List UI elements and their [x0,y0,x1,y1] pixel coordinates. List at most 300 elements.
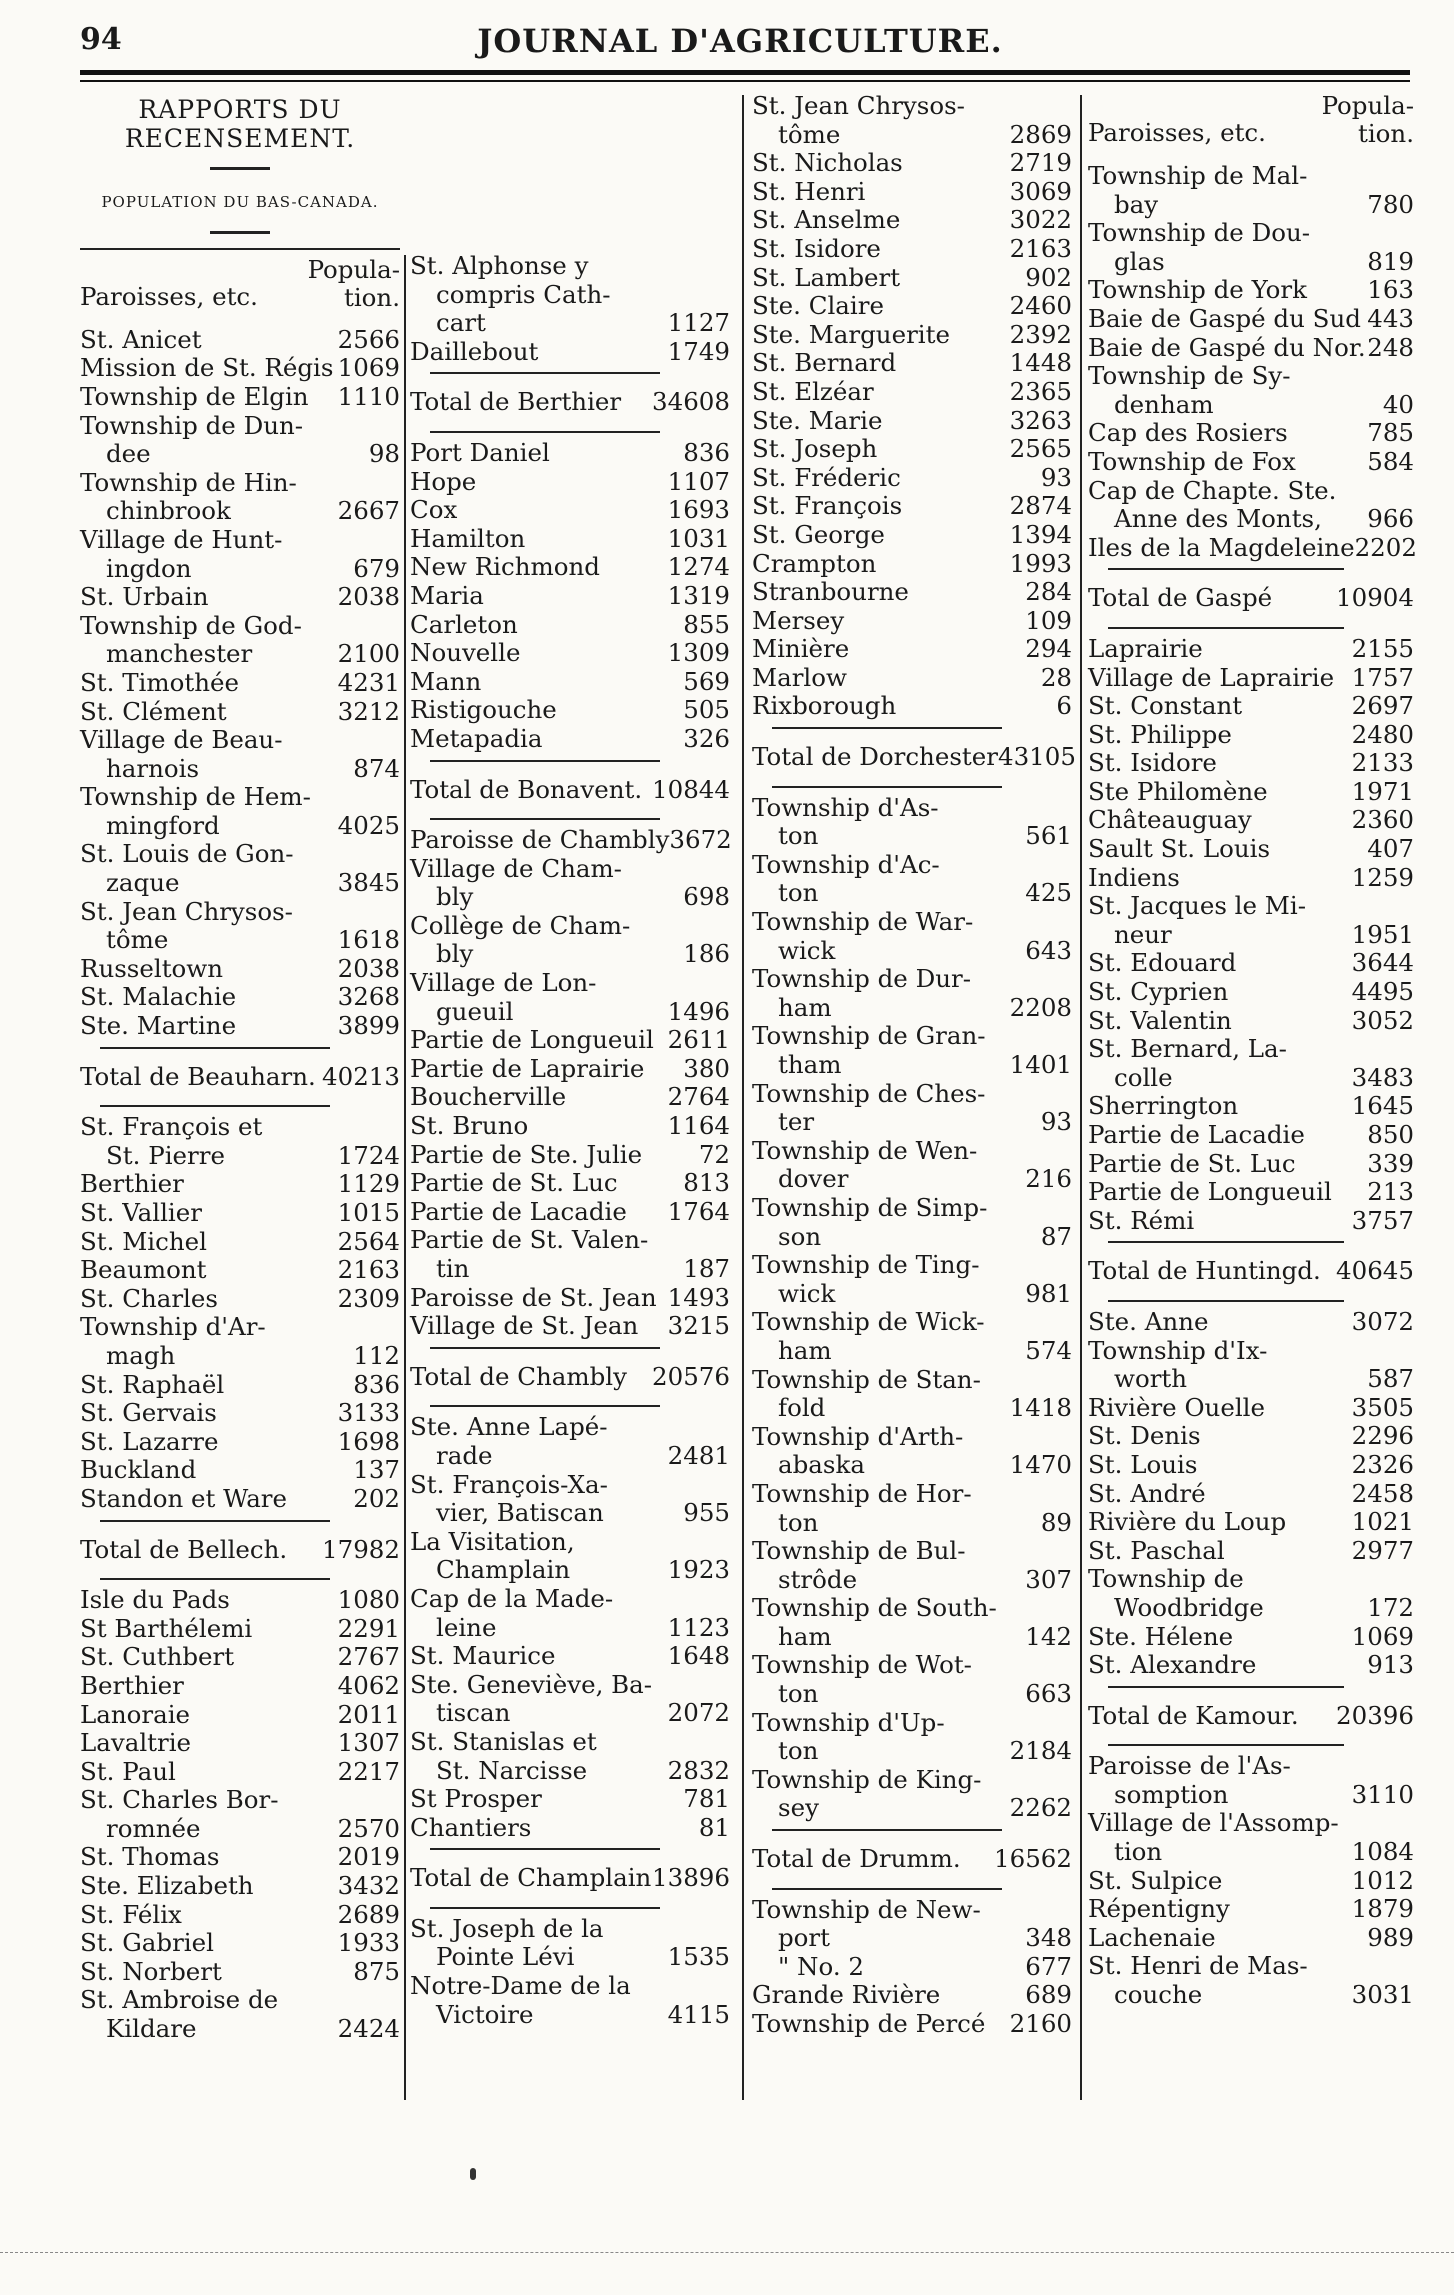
census-row [80,1456,400,1485]
parish-name: Partie de Longueuil [1088,1177,1332,1207]
parish-name: St. Charles Bor- [80,1785,279,1815]
parish-name: St Prosper [410,1784,542,1814]
parish-name: vier, Batiscan [436,1498,604,1528]
column-header-parishes: Paroisses, etc. [80,282,258,312]
parish-name: son [778,1221,822,1251]
population-value: 2326 [1351,1449,1414,1479]
population-value: 1493 [667,1282,730,1312]
census-row [1088,1981,1414,2010]
parish-name: St. Alphonse y [410,251,589,280]
census-row [752,1981,1072,2010]
population-value: 3263 [1009,405,1072,435]
census-row [80,840,400,869]
parish-name: Township de Gran- [752,1021,986,1051]
section-rule [1108,1686,1344,1688]
census-row [752,1480,1072,1509]
column-header-parishes: Paroisses, etc. [1088,118,1266,148]
population-value: 1069 [337,353,400,383]
census-row [410,1943,730,1972]
parish-name: St. Lazarre [80,1426,219,1456]
ink-blot [470,2168,476,2180]
population-value: 1879 [1351,1894,1414,1924]
population-value: 955 [683,1498,730,1528]
section-rule [1108,627,1344,629]
census-row [1088,1895,1414,1924]
census-row [410,940,730,969]
census-row [410,1169,730,1198]
parish-name: St. Vallier [80,1198,202,1227]
population-value: 1993 [1009,548,1072,578]
population-value: 216 [1025,1164,1072,1194]
parish-name: St. Paul [80,1756,176,1786]
census-row [752,1165,1072,1194]
total-row [410,768,730,813]
census-row [80,1342,400,1371]
census-row [80,1113,400,1142]
parish-name: Boucherville [410,1082,567,1112]
census-row [80,1228,400,1257]
parish-name: St. Louis [1088,1449,1198,1479]
parish-name: Cap de Chapte. Ste. [1088,475,1337,505]
population-value: 989 [1367,1922,1414,1952]
population-value: 2458 [1351,1478,1414,1508]
population-value: 3022 [1009,205,1072,235]
population-value: 3069 [1009,176,1072,206]
population-value: 836 [683,437,730,467]
column-header-population [308,256,400,312]
census-row [752,879,1072,908]
parish-name: worth [1114,1364,1188,1394]
section-rule [772,1888,1002,1890]
population-value: 1309 [667,638,730,668]
population-value: 1749 [667,336,730,366]
parish-name: St. Constant [1088,691,1243,721]
parish-name: Marlow [752,662,847,692]
page-header [80,22,1400,68]
parish-name: ton [778,1507,819,1537]
census-row [80,497,400,526]
parish-name: somption [1114,1779,1229,1809]
population-value: 780 [1367,189,1414,219]
census-row [1088,721,1414,750]
population-value: 2481 [667,1440,730,1470]
parish-name: St. Louis de Gon- [80,839,294,869]
census-row [752,1423,1072,1452]
census-row [80,412,400,441]
census-list-1 [80,326,400,2044]
population-value: 40 [1382,389,1414,419]
census-row [410,998,730,1027]
census-row [80,812,400,841]
census-row [752,407,1072,436]
population-value: 2697 [1351,691,1414,721]
parish-name: Township de Dur- [752,964,971,994]
census-row [80,1615,400,1644]
parish-name: St. Henri de Mas- [1088,1951,1308,1981]
parish-name: Nouvelle [410,638,521,668]
parish-name: manchester [106,639,253,669]
population-value: 2611 [667,1025,730,1055]
population-value: 3031 [1351,1980,1414,2010]
parish-name: Iles de la Magdeleine [1088,532,1355,562]
census-row [410,468,730,497]
parish-name: rade [436,1440,493,1470]
census-row [752,1223,1072,1252]
column-header [80,256,400,312]
census-row [1088,1365,1414,1394]
census-row [80,640,400,669]
census-row [752,1924,1072,1953]
census-row [1088,749,1414,778]
census-row [752,664,1072,693]
census-row [80,1872,400,1901]
section-rule [100,1578,330,1580]
census-row [1088,532,1417,563]
census-row [752,2010,1072,2039]
parish-name: Metapadia [410,723,543,753]
population-value: 98 [368,439,400,469]
census-row [1088,1594,1414,1623]
parish-name: St. Maurice [410,1641,556,1671]
column-header-population-1: Popula- [1321,91,1414,120]
parish-name: Ste. Marie [752,405,883,435]
parish-name: St. Philippe [1088,719,1232,749]
population-value: 1259 [1351,862,1414,892]
parish-name: harnois [106,753,200,783]
census-row [752,464,1072,493]
census-row [1088,1952,1414,1981]
population-value: 2296 [1351,1421,1414,1451]
parish-name: Village de St. Jean [410,1311,639,1341]
census-row [752,235,1072,264]
census-row [1088,1623,1414,1652]
census-row [752,1251,1072,1280]
section-rule [1108,568,1344,570]
section-rule [430,1848,660,1850]
population-value: 81 [698,1812,730,1842]
section-rule [100,1105,330,1107]
population-value: 40645 [1336,1256,1414,1286]
population-value: 2202 [1354,532,1417,562]
parish-name: Township d'Ac- [752,849,940,879]
parish-name: Township de Wick- [752,1307,985,1337]
parish-name: Township de [1088,1564,1244,1594]
census-row [410,1471,730,1500]
census-row [752,206,1072,235]
census-row [410,553,730,582]
column-4 [1088,91,1417,2142]
population-value: 781 [683,1784,730,1814]
parish-name: Notre-Dame de la [410,1971,631,2001]
parish-name: Cox [410,495,458,525]
population-value: 16562 [994,1844,1072,1874]
population-value: 2874 [1009,491,1072,521]
parish-name: St. Valentin [1088,1005,1232,1035]
census-row [1088,1178,1414,1207]
census-row [410,1585,730,1614]
census-row [752,851,1072,880]
census-row [80,1428,400,1457]
parish-name: Laprairie [1088,633,1203,663]
section-rule [772,1829,1002,1831]
population-value: 1110 [337,381,400,411]
census-row [80,555,400,584]
parish-name: Total de Champlain [410,1863,652,1893]
parish-name: Cap de la Made- [410,1583,614,1613]
census-row [80,669,400,698]
parish-name: St. Jacques le Mi- [1088,891,1306,921]
census-row [1088,806,1414,835]
population-value: 1015 [337,1198,400,1227]
parish-name: St. Jean Chrysos- [80,896,293,926]
column-divider [742,95,744,2100]
parish-name: tôme [778,119,841,149]
census-row [752,1051,1072,1080]
census-row [410,309,730,338]
population-value: 2564 [337,1226,400,1256]
parish-name: Township de Wen- [752,1135,978,1165]
section-rule [430,1907,660,1909]
population-value: 584 [1367,446,1414,476]
census-row [80,1371,400,1400]
parish-name: Village de Laprairie [1088,662,1335,692]
population-value: 1084 [1351,1837,1414,1867]
population-value: 1080 [337,1585,400,1615]
population-value: 93 [1040,462,1072,492]
parish-name: St. Isidore [752,233,881,263]
parish-name: Township de Bul- [752,1536,966,1566]
parish-name: Township d'As- [752,792,939,822]
population-value: 4115 [667,1999,730,2029]
population-value: 2365 [1009,376,1072,406]
population-value: 2566 [337,324,400,354]
census-row [80,955,400,984]
population-value: 1693 [667,495,730,525]
population-value: 1401 [1009,1050,1072,1079]
parish-name: Total de Bellech. [80,1534,288,1564]
census-row [752,1394,1072,1423]
parish-name: Indiens [1088,862,1180,892]
section-rule [430,431,660,433]
parish-name: Township de War- [752,907,974,937]
population-value: 2392 [1009,319,1072,349]
parish-name: Village de Cham- [410,853,622,883]
parish-name: " No. 2 [778,1951,864,1981]
census-row [752,435,1072,464]
census-row [410,668,730,697]
population-value: 3899 [337,1011,400,1041]
parish-name: St. Sulpice [1088,1865,1223,1895]
parish-name: St. Charles [80,1283,218,1313]
population-value: 1496 [667,996,730,1026]
population-value: 163 [1367,275,1414,305]
parish-name: Township d'Arth- [752,1421,964,1451]
population-value: 3110 [1351,1779,1414,1809]
parish-name: Township de Dun- [80,410,304,440]
census-row [410,582,730,611]
parish-name: Isle du Pads [80,1585,230,1615]
header-rule [80,248,400,250]
parish-name: St. Alexandre [1088,1650,1257,1680]
parish-name: St. Henri [752,176,866,206]
census-row [752,1080,1072,1109]
census-row [1088,334,1414,363]
parish-name: Partie de St. Luc [410,1168,618,1198]
census-row [410,1312,730,1341]
parish-name: Woodbridge [1114,1592,1264,1622]
population-value: 17982 [322,1534,400,1564]
parish-name: Russeltown [80,953,224,983]
parish-name: Châteauguay [1088,805,1252,835]
census-row [752,1623,1072,1652]
population-value: 2217 [337,1756,400,1786]
census-row [80,1815,400,1844]
parish-name: Ristigouche [410,695,557,725]
census-row [80,1729,400,1758]
census-row [752,965,1072,994]
census-row [752,1953,1072,1982]
population-value: 679 [353,553,400,583]
census-row [410,969,730,998]
population-value: 850 [1367,1120,1414,1149]
population-value: 1724 [337,1140,400,1170]
parish-name: leine [436,1612,497,1642]
census-row [410,1083,730,1112]
population-value: 966 [1367,504,1414,534]
census-row [80,783,400,812]
population-value: 2038 [337,953,400,983]
column-header-population-2: tion. [344,282,400,312]
census-row [752,1137,1072,1166]
parish-name: denham [1114,389,1214,419]
column-divider [1080,95,1082,2100]
population-value: 443 [1367,303,1414,333]
parish-name: Berthier [80,1670,184,1700]
parish-name: Partie de St. Valen- [410,1225,649,1255]
census-row [80,1786,400,1815]
census-row [752,1280,1072,1309]
parish-name: Crampton [752,548,877,578]
parish-name: St. Bruno [410,1111,529,1141]
census-row [752,1194,1072,1223]
population-value: 1129 [337,1169,400,1199]
parish-name: Township de Hin- [80,467,297,497]
total-row [410,380,730,425]
parish-name: St. François [752,491,903,521]
population-value: 380 [683,1053,730,1083]
parish-name: neur [1114,919,1172,949]
population-value: 785 [1367,418,1414,448]
population-value: 202 [353,1483,400,1513]
parish-name: romnée [106,1813,201,1843]
parish-name: magh [106,1340,176,1370]
parish-name: Lavaltrie [80,1728,192,1758]
parish-name: Township de New- [752,1894,981,1924]
parish-name: Township de York [1088,275,1307,305]
population-value: 2689 [337,1899,400,1929]
parish-name: bly [436,882,474,912]
parish-name: Total de Kamour. [1088,1700,1299,1730]
population-value: 348 [1025,1923,1072,1953]
population-value: 172 [1367,1592,1414,1622]
census-row [1088,1565,1414,1594]
census-row [752,349,1072,378]
census-row [80,1672,400,1701]
section-rule [100,1047,330,1049]
census-row [410,1198,730,1227]
population-value: 2155 [1351,633,1414,663]
parish-name: ter [778,1107,815,1137]
parish-name: ton [778,821,819,851]
census-row [410,2001,730,2030]
population-value: 875 [353,1956,400,1986]
parish-name: St. Thomas [80,1842,220,1872]
parish-name: Stranbourne [752,577,909,607]
parish-name: fold [778,1393,826,1423]
census-row [1088,1035,1414,1064]
census-row [1088,949,1414,978]
parish-name: Township de Dou- [1088,218,1311,248]
population-value: 3072 [1351,1306,1414,1336]
parish-name: Répentigny [1088,1894,1230,1924]
population-value: 1764 [667,1196,730,1226]
census-row [410,855,730,884]
section-rule [430,1405,660,1407]
population-value: 3268 [337,982,400,1012]
section-rule [1108,1744,1344,1746]
census-row [410,1728,730,1757]
census-row [410,883,730,912]
parish-name: Mersey [752,605,845,635]
total-row [1088,1694,1414,1739]
section-rule [430,372,660,374]
census-row [80,983,400,1012]
census-row [1088,1451,1414,1480]
census-row [752,578,1072,607]
census-row [1088,1752,1414,1781]
parish-name: Village de Hunt- [80,524,283,554]
population-value: 3432 [337,1871,400,1901]
census-row [80,1758,400,1787]
population-value: 3052 [1351,1005,1414,1035]
section-rule [100,1520,330,1522]
census-row [752,1308,1072,1337]
census-row [410,1112,730,1141]
census-row [410,725,730,754]
census-row [80,1142,400,1171]
population-value: 20396 [1336,1700,1414,1730]
population-value: 142 [1025,1621,1072,1651]
parish-name: Pointe Lévi [436,1942,575,1972]
parish-name: Partie de St. Luc [1088,1148,1296,1178]
column-divider [404,255,406,2100]
parish-name: wick [778,935,836,965]
population-value: 1123 [667,1612,730,1642]
census-row [80,526,400,555]
census-row [80,1012,400,1041]
population-value: 2291 [337,1613,400,1643]
section-rule [430,1347,660,1349]
population-value: 2977 [1351,1535,1414,1565]
parish-name: St. Cuthbert [80,1642,235,1672]
population-value: 1012 [1351,1865,1414,1895]
parish-name: strôde [778,1564,858,1594]
census-row [410,639,730,668]
population-value: 2208 [1009,992,1072,1022]
parish-name: Township de South- [752,1593,997,1623]
census-row [752,822,1072,851]
population-value: 1307 [337,1728,400,1758]
